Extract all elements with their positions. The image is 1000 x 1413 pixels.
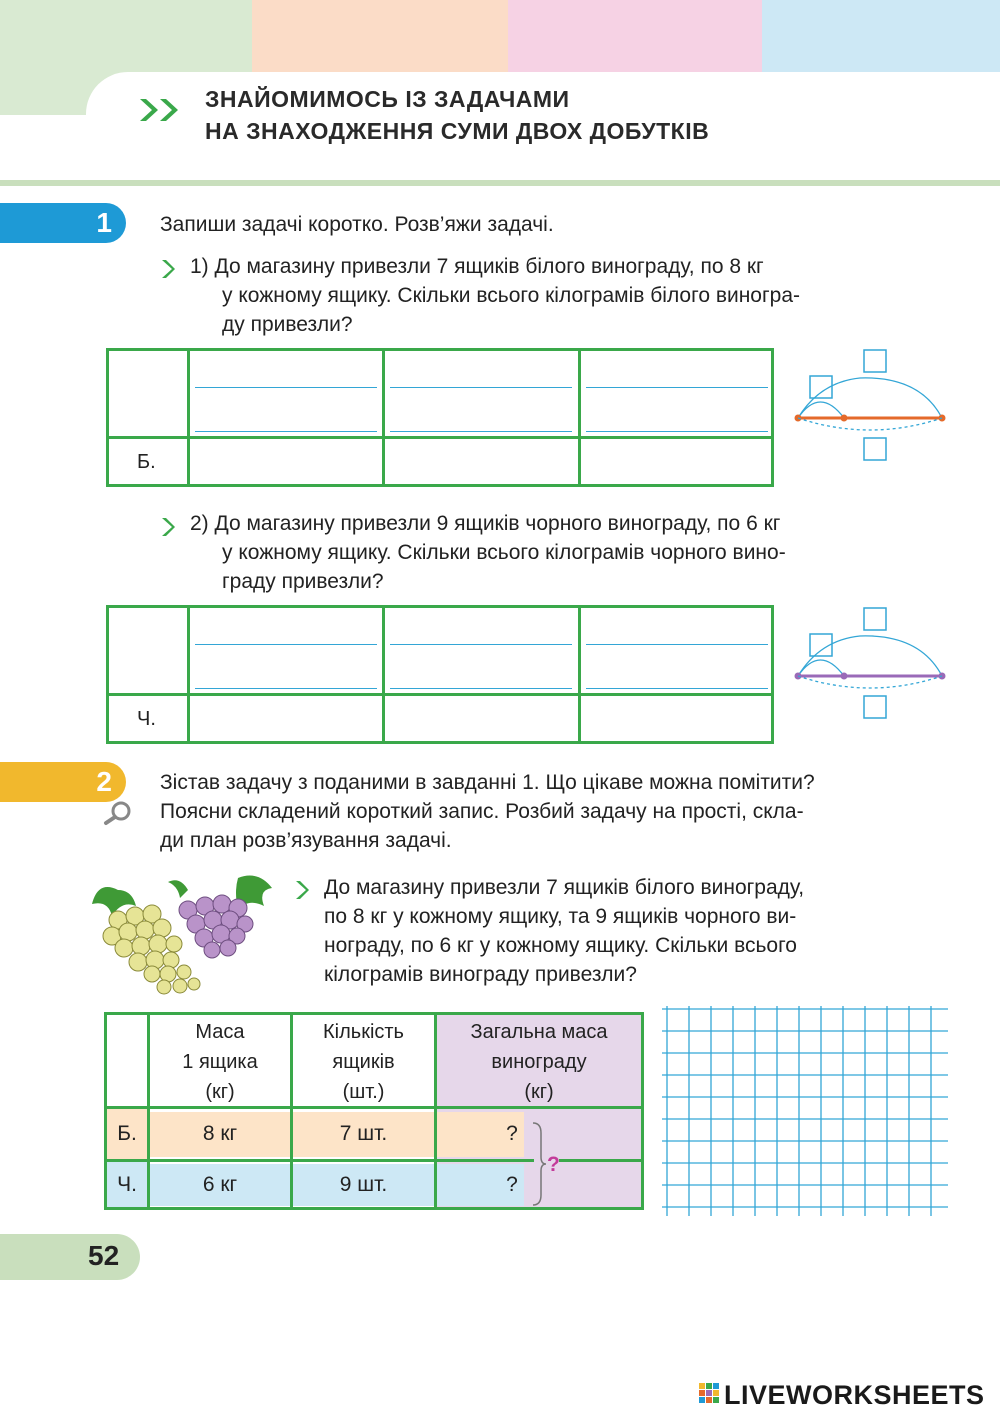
header-count-line-1: Кількість — [323, 1021, 404, 1043]
header-count-line-3: (шт.) — [342, 1081, 385, 1103]
input-line[interactable] — [195, 387, 377, 388]
header-total-line-3: (кг) — [524, 1081, 554, 1103]
chevron-icon — [160, 258, 176, 280]
input-line[interactable] — [390, 387, 572, 388]
row-label-b: Б. — [117, 1122, 137, 1145]
title-divider — [0, 180, 1000, 186]
table-hline-right — [559, 1159, 641, 1162]
grape-data-table — [104, 1012, 644, 1210]
task-2-intro-line-3: ди план розв’язування задачі. — [160, 829, 452, 852]
input-line[interactable] — [586, 387, 768, 388]
chevron-icon — [294, 879, 310, 901]
task-1-badge: 1 — [0, 203, 126, 243]
answer-grid[interactable] — [662, 1006, 948, 1216]
magnifier-icon — [103, 800, 133, 826]
liveworksheets-watermark: LIVEWORKSHEETS — [724, 1380, 985, 1410]
task-1-instruction: Запиши задачі коротко. Розв’яжи задачі. — [160, 213, 554, 236]
segment-diagram-2 — [790, 604, 950, 724]
task-2-intro-line-1: Зістав задачу з поданими в завданні 1. Що цікаве можна помітити? — [160, 771, 815, 794]
sum-brace-icon — [531, 1121, 547, 1207]
task-2-badge: 2 — [0, 762, 126, 802]
task-2-problem-line-4: кілограмів винограду привезли? — [324, 963, 637, 986]
short-record-table-1 — [106, 348, 774, 487]
cell-mass-b: 8 кг — [202, 1122, 238, 1145]
input-line[interactable] — [195, 431, 377, 432]
cell-total-ch[interactable]: ? — [506, 1173, 518, 1196]
input-line[interactable] — [390, 644, 572, 645]
cell-count-ch: 9 шт. — [339, 1173, 388, 1196]
problem-2-line-1: 2) До магазину привезли 9 ящиків чорного винограду, по 6 кг — [190, 512, 781, 535]
problem-1-line-3: ду привезли? — [222, 313, 353, 336]
task-2-intro-line-2: Поясни складений короткий запис. Розбий задачу на прості, скла- — [160, 800, 804, 823]
header-count-line-2: ящиків — [332, 1051, 395, 1073]
task-2-problem — [324, 873, 954, 989]
cell-total-b[interactable]: ? — [506, 1122, 518, 1145]
task-2-problem-line-2: по 8 кг у кожному ящику, та 9 ящиків чорного ви- — [324, 905, 797, 928]
input-line[interactable] — [390, 431, 572, 432]
chevron-icon — [160, 516, 176, 538]
header-mass-line-1: Маса — [195, 1021, 245, 1043]
title-line-1: ЗНАЙОМИМОСЬ ІЗ ЗАДАЧАМИ — [205, 86, 570, 112]
problem-2-line-2: у кожному ящику. Скільки всього кілограмів чорного вино- — [222, 541, 786, 564]
header-total-line-1: Загальна маса — [470, 1021, 608, 1043]
page-number: 52 — [88, 1240, 120, 1271]
problem-1-line-2: у кожному ящику. Скільки всього кілограмів білого виногра- — [222, 284, 801, 307]
input-line[interactable] — [195, 688, 377, 689]
input-line[interactable] — [390, 688, 572, 689]
grapes-illustration — [88, 870, 280, 1000]
row-label-ch: Ч. — [117, 1173, 137, 1196]
table-2-vline — [187, 608, 190, 741]
task-2-problem-line-1: До магазину привезли 7 ящиків білого винограду, — [324, 876, 805, 899]
input-line[interactable] — [586, 688, 768, 689]
cell-mass-ch: 6 кг — [202, 1173, 238, 1196]
row-label-ch: Ч. — [137, 708, 156, 730]
input-line[interactable] — [586, 644, 768, 645]
sum-question-mark[interactable]: ? — [547, 1153, 560, 1176]
double-chevron-icon — [138, 96, 186, 124]
header-total — [437, 1017, 641, 1107]
short-record-table-2 — [106, 605, 774, 744]
problem-2-text — [190, 509, 950, 596]
table-1-vline — [578, 351, 581, 484]
segment-diagram-1 — [790, 346, 950, 466]
table-1-vline — [187, 351, 190, 484]
input-line[interactable] — [586, 431, 768, 432]
task-2-intro — [160, 768, 960, 855]
problem-1-text — [190, 252, 950, 339]
cell-count-b: 7 шт. — [339, 1122, 388, 1145]
table-2-vline — [382, 608, 385, 741]
header-count — [293, 1017, 434, 1107]
table-2-hline — [109, 693, 771, 696]
table-hline — [107, 1159, 534, 1162]
header-mass-line-3: (кг) — [205, 1081, 235, 1103]
problem-2-line-3: граду привезли? — [222, 570, 384, 593]
task-2-problem-line-3: нограду, по 6 кг у кожному ящику. Скільки всього — [324, 934, 797, 957]
title-line-2: НА ЗНАХОДЖЕННЯ СУМИ ДВОХ ДОБУТКІВ — [205, 118, 710, 144]
input-line[interactable] — [195, 644, 377, 645]
header-mass — [150, 1017, 290, 1107]
page-title — [205, 83, 709, 147]
table-1-vline — [382, 351, 385, 484]
header-total-line-2: винограду — [491, 1051, 587, 1073]
table-2-vline — [578, 608, 581, 741]
row-label-b: Б. — [137, 451, 156, 473]
liveworksheets-logo-icon — [699, 1383, 721, 1405]
table-1-hline — [109, 436, 771, 439]
problem-1-line-1: 1) До магазину привезли 7 ящиків білого винограду, по 8 кг — [190, 255, 764, 278]
header-mass-line-2: 1 ящика — [182, 1051, 258, 1073]
